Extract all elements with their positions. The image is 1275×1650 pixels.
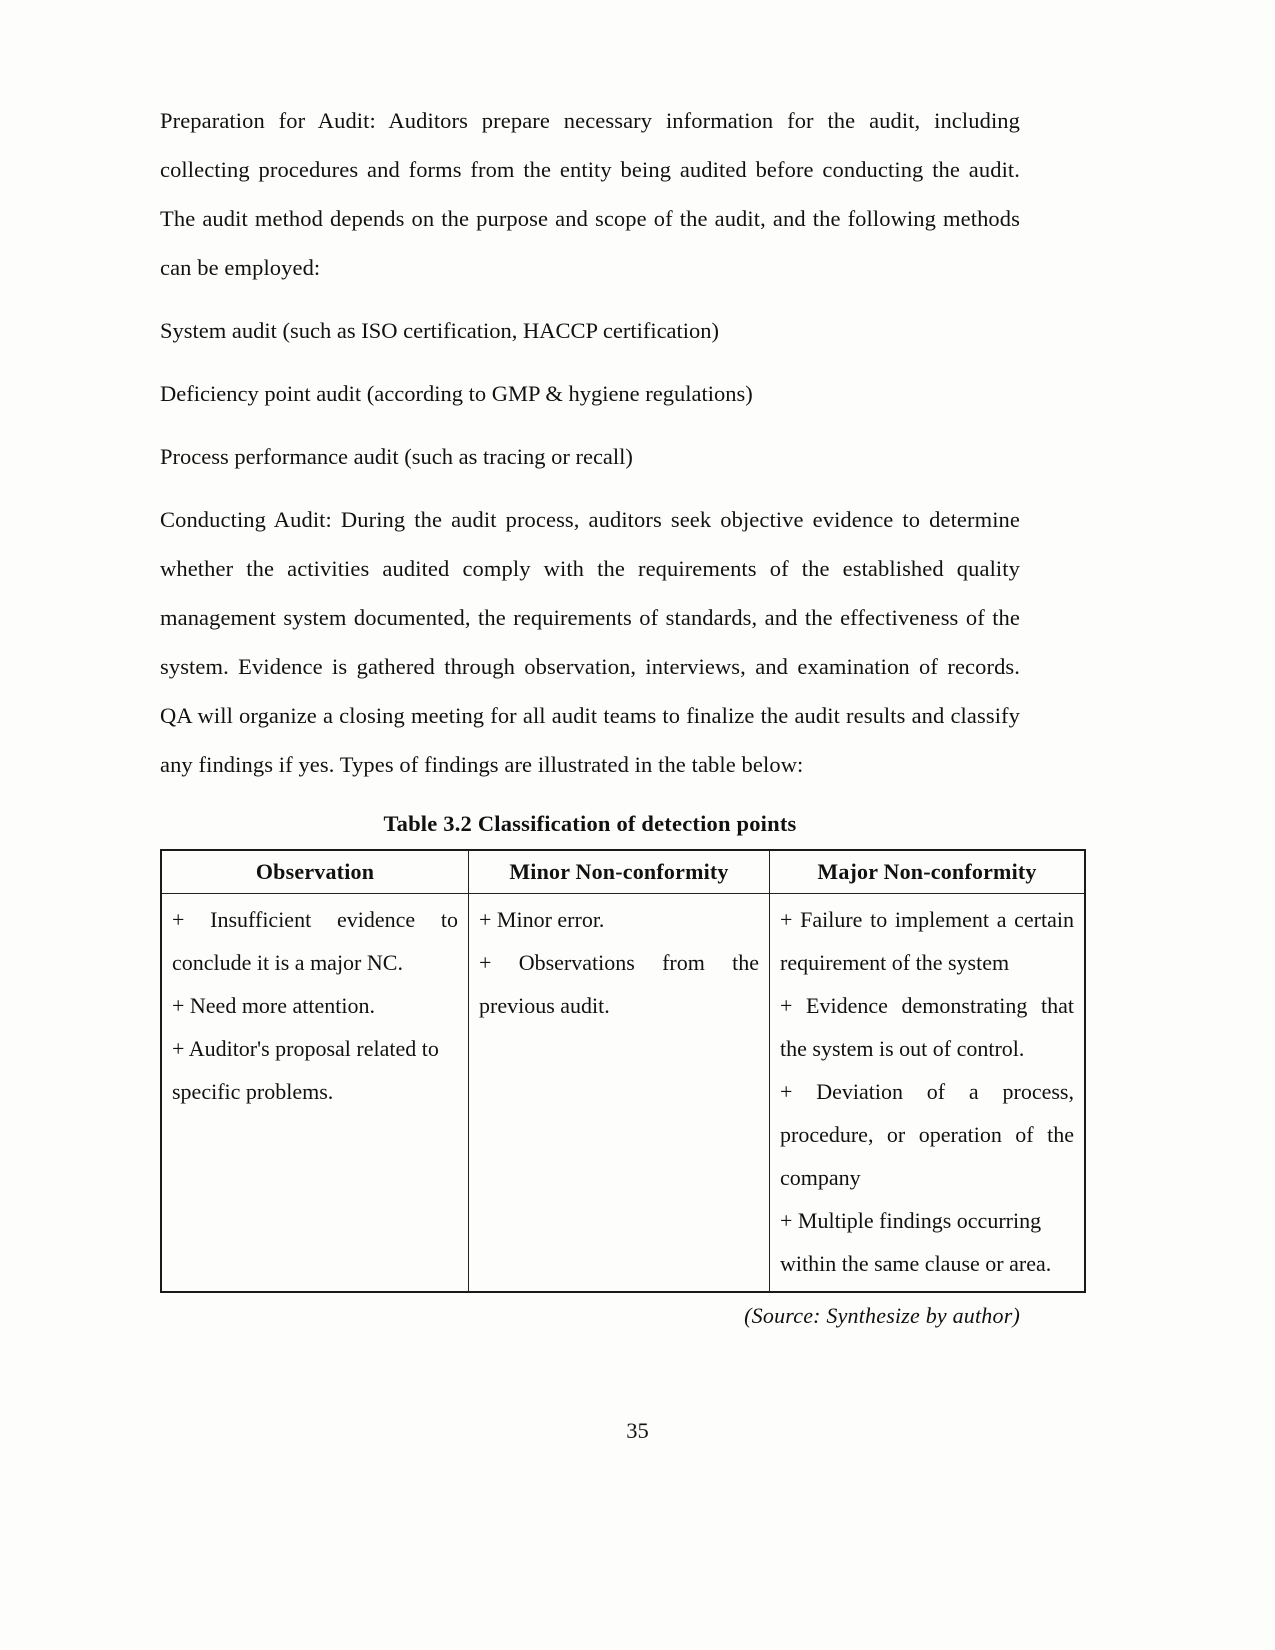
major-item-4: + Multiple findings occurring within the same clause or area.	[780, 1208, 1052, 1276]
observation-item-1: + Insufficient evidence to conclude it is a major NC.	[172, 907, 458, 975]
page-number: 35	[626, 1418, 649, 1443]
paragraph-system-audit: System audit (such as ISO certification, HACCP certification)	[160, 318, 720, 343]
page-content	[160, 96, 1074, 1329]
cell-major-non-conformity	[770, 894, 1086, 1293]
paragraph-deficiency-point-audit: Deficiency point audit (according to GMP & hygiene regulations)	[160, 381, 753, 406]
column-header-observation: Observation	[161, 850, 469, 894]
observation-item-2: + Need more attention.	[172, 993, 376, 1018]
classification-of-detection-points-table	[160, 849, 1086, 1293]
column-header-major-non-conformity: Major Non-conformity	[770, 850, 1086, 894]
cell-observation	[161, 894, 469, 1293]
minor-item-1: + Minor error.	[479, 907, 605, 932]
column-header-minor-non-conformity: Minor Non-conformity	[469, 850, 770, 894]
major-item-2: + Evidence demonstrating that the system is out of control.	[780, 993, 1074, 1061]
paragraph-conducting-audit: Conducting Audit: During the audit process, auditors seek objective evidence to determine whether the activities audited comply with the requirements of the established quality management system documented, the requirements of standards, and the effectiveness of the system. Evidence is gathered through observation, interviews, and examination of records. QA will organize a closing meeting for all audit teams to finalize the audit results and classify any findings if yes. Types of findings are illustrated in the table below:	[160, 507, 1020, 777]
cell-minor-non-conformity	[469, 894, 770, 1293]
table-header-row	[161, 850, 1085, 894]
major-item-3: + Deviation of a process, procedure, or operation of the company	[780, 1079, 1074, 1190]
table-caption: Table 3.2 Classification of detection points	[383, 811, 797, 836]
table-row	[161, 894, 1085, 1293]
observation-item-3: + Auditor's proposal related to specific problems.	[172, 1036, 439, 1104]
paragraph-process-performance-audit: Process performance audit (such as tracing or recall)	[160, 444, 633, 469]
paragraph-preparation-for-audit: Preparation for Audit: Auditors prepare necessary information for the audit, including collecting procedures and forms from the entity being audited before conducting the audit. The audit method depends on the purpose and scope of the audit, and the following methods can be employed:	[160, 108, 1020, 280]
minor-item-2: + Observations from the previous audit.	[479, 950, 759, 1018]
major-item-1: + Failure to implement a certain requirement of the system	[780, 907, 1074, 975]
source-note: (Source: Synthesize by author)	[744, 1303, 1020, 1328]
